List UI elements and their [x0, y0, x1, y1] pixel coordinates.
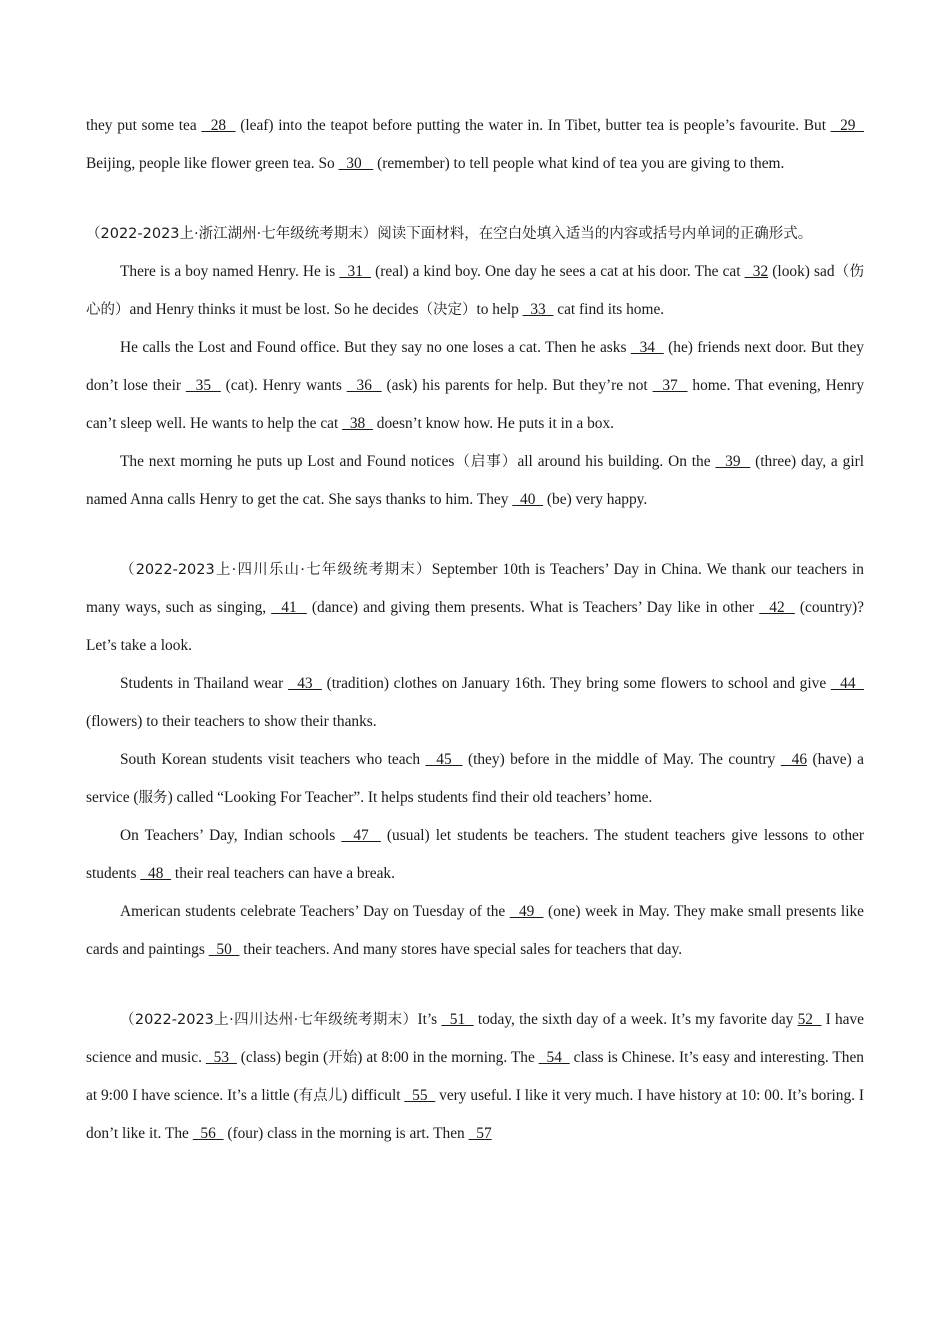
text-segment: (be) very happy.	[543, 491, 648, 508]
answer-blank[interactable]: 57	[468, 1125, 492, 1142]
answer-blank[interactable]: 55	[404, 1087, 436, 1104]
text-segment: (leaf) into the teapot before putting the water in. In Tibet, butter tea is people’s favourite. But	[235, 117, 831, 134]
text-segment: home. That evening, Henry can’t sleep well. He wants to help the cat	[86, 377, 865, 432]
answer-blank[interactable]: 43	[287, 675, 322, 692]
text-segment: September 10th is Teachers’ Day in China. We thank our teachers in many ways, such as singing,	[86, 561, 864, 616]
paragraph-p5	[86, 551, 864, 665]
section-gap	[86, 183, 864, 215]
answer-blank[interactable]: 32	[744, 263, 769, 280]
section-gap	[86, 519, 864, 551]
text-segment: 有点儿	[298, 1088, 343, 1104]
text-segment: cat find its home.	[553, 301, 665, 318]
answer-blank[interactable]: 56	[192, 1125, 224, 1142]
answer-blank[interactable]: 30	[338, 155, 374, 172]
text-segment: to help	[476, 301, 523, 318]
text-segment: On Teachers’ Day, Indian schools	[120, 827, 342, 844]
paragraph-p7	[86, 741, 864, 817]
text-segment: 开始	[328, 1050, 358, 1066]
paragraph-p2	[86, 253, 864, 329]
paragraph-p4	[86, 443, 864, 519]
text-segment: they put some tea	[86, 117, 202, 134]
paragraph-p10	[86, 1001, 864, 1153]
text-segment: ) called “Looking For Teacher”. It helps students find their old teachers’ home.	[167, 789, 653, 806]
answer-blank[interactable]: 46	[780, 751, 808, 768]
answer-blank[interactable]: 51	[441, 1011, 474, 1028]
paragraph-p3	[86, 329, 864, 443]
text-segment: （启事）	[454, 454, 518, 470]
answer-blank[interactable]: 50	[208, 941, 240, 958]
text-segment: (have) a service (	[86, 751, 864, 806]
answer-blank[interactable]: 37	[652, 377, 688, 394]
answer-blank[interactable]: 40	[512, 491, 544, 508]
text-segment: (he) friends next door. But they don’t lose their	[86, 339, 864, 394]
answer-blank[interactable]: 44	[830, 675, 865, 692]
text-segment: all around his building. On the	[517, 453, 716, 470]
text-segment: I have science and music.	[86, 1011, 865, 1066]
answer-blank[interactable]: 38	[342, 415, 373, 432]
text-segment: (remember) to tell people what kind of tea you are giving to them.	[373, 155, 785, 172]
text-segment: It’s	[417, 1011, 442, 1028]
text-segment: South Korean students visit teachers who teach	[120, 751, 426, 768]
answer-blank[interactable]: 39	[715, 453, 751, 470]
text-segment: (real) a kind boy. One day he sees a cat at his door. The cat	[371, 263, 745, 280]
text-segment: （2022-2023上·四川乐山·七年级统考期末）	[120, 562, 432, 578]
text-segment: doesn’t know how. He puts it in a box.	[372, 415, 615, 432]
answer-blank[interactable]: 33	[522, 301, 554, 318]
text-segment: (dance) and giving them presents. What is Teachers’ Day like in other	[306, 599, 760, 616]
text-segment: （2022-2023上·四川达州·七年级统考期末）	[120, 1012, 418, 1028]
answer-blank[interactable]: 41	[271, 599, 307, 616]
text-segment: (look) sad	[768, 263, 835, 280]
text-segment: (four) class in the morning is art. Then	[223, 1125, 469, 1142]
text-segment: （决定）	[418, 302, 477, 318]
text-segment: Students in Thailand wear	[120, 675, 288, 692]
text-segment: （伤心的）	[86, 264, 864, 318]
answer-blank[interactable]: 47	[341, 827, 381, 844]
text-segment: There is a boy named Henry. He is	[120, 263, 340, 280]
answer-blank[interactable]: 42	[759, 599, 795, 616]
answer-blank[interactable]: 53	[205, 1049, 237, 1066]
text-segment: their real teachers can have a break.	[171, 865, 395, 882]
paragraph-p1	[86, 215, 864, 253]
text-segment: (tradition) clothes on January 16th. They bring some flowers to school and give	[321, 675, 831, 692]
text-segment: (cat). Henry wants	[220, 377, 347, 394]
paragraph-p6	[86, 665, 864, 741]
text-segment: (three) day, a girl named Anna calls Henry to get the cat. She says thanks to him. They	[86, 453, 864, 508]
text-segment: class is Chinese. It’s easy and interesting. Then at 9:00 I have science. It’s a little (	[86, 1049, 865, 1104]
document-content	[86, 107, 864, 1153]
answer-blank[interactable]: 54	[538, 1049, 570, 1066]
text-segment: today, the sixth day of a week. It’s my favorite day	[473, 1011, 798, 1028]
text-segment: (usual) let students be teachers. The student teachers give lessons to other students	[86, 827, 864, 882]
text-segment: (one) week in May. They make small presents like cards and paintings	[86, 903, 865, 958]
answer-blank[interactable]: 52	[797, 1011, 822, 1028]
text-segment: American students celebrate Teachers’ Day on Tuesday of the	[120, 903, 510, 920]
answer-blank[interactable]: 45	[425, 751, 463, 768]
text-segment: 服务	[138, 790, 168, 806]
paragraph-p8	[86, 817, 864, 893]
text-segment: The next morning he puts up Lost and Found notices	[120, 453, 455, 470]
text-segment: (they) before in the middle of May. The country	[462, 751, 781, 768]
text-segment: their teachers. And many stores have special sales for teachers that day.	[239, 941, 683, 958]
answer-blank[interactable]: 28	[201, 117, 236, 134]
text-segment: ) difficult	[342, 1087, 405, 1104]
answer-blank[interactable]: 49	[509, 903, 544, 920]
answer-blank[interactable]: 36	[346, 377, 382, 394]
paragraph-p0	[86, 107, 864, 183]
text-segment: (flowers) to their teachers to show their thanks.	[86, 713, 377, 730]
answer-blank[interactable]: 29	[830, 117, 864, 134]
section-gap	[86, 969, 864, 1001]
paragraph-p9	[86, 893, 864, 969]
text-segment: （2022-2023上·浙江湖州·七年级统考期末）阅读下面材料，在空白处填入适当的内容或括号内单词的正确形式。	[86, 226, 813, 242]
text-segment: and Henry thinks it must be lost. So he decides	[129, 301, 419, 318]
text-segment: Beijing, people like flower green tea. So	[86, 155, 339, 172]
text-segment: very useful. I like it very much. I have history at 10: 00. It’s boring. I don’t like it. The	[86, 1087, 864, 1142]
answer-blank[interactable]: 34	[630, 339, 664, 356]
answer-blank[interactable]: 35	[185, 377, 221, 394]
text-segment: ) at 8:00 in the morning. The	[357, 1049, 539, 1066]
text-segment: (country)? Let’s take a look.	[86, 599, 864, 654]
answer-blank[interactable]: 31	[339, 263, 372, 280]
answer-blank[interactable]: 48	[140, 865, 172, 882]
text-segment: He calls the Lost and Found office. But they say no one loses a cat. Then he asks	[120, 339, 631, 356]
text-segment: (ask) his parents for help. But they’re not	[381, 377, 653, 394]
text-segment: (class) begin (	[236, 1049, 329, 1066]
